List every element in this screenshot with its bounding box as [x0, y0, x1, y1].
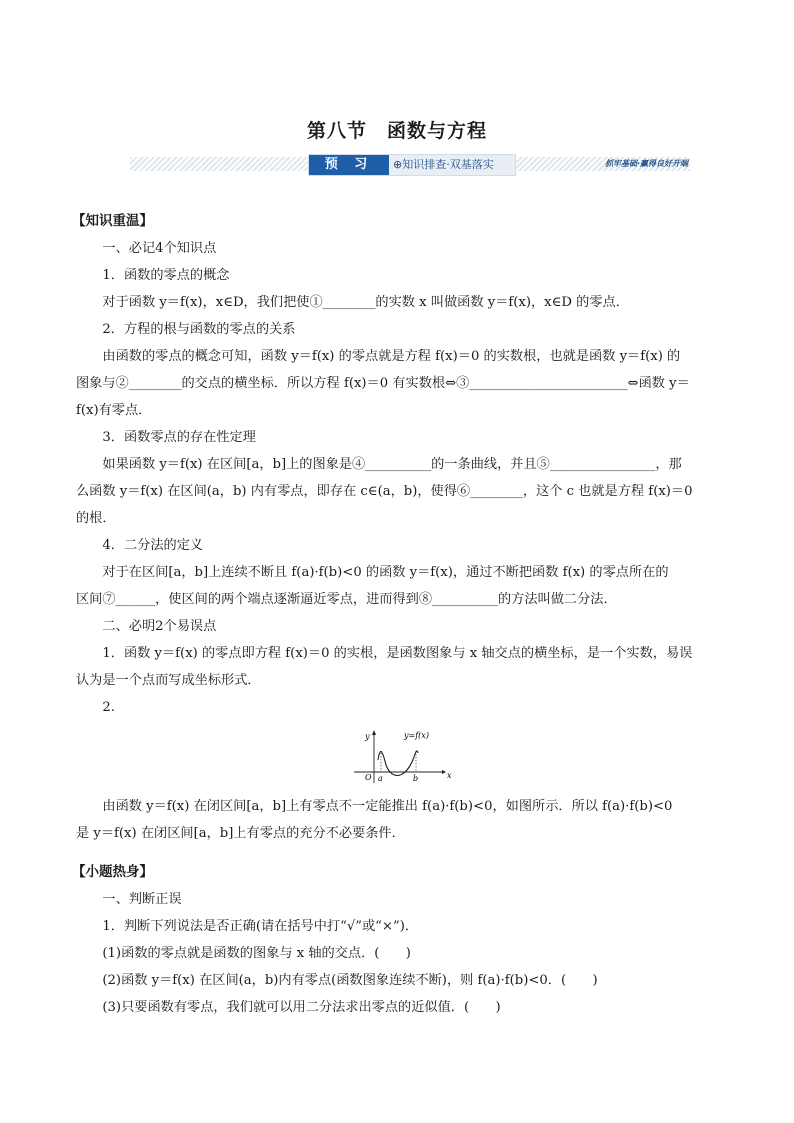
heading-knowledge-review: 【知识重温】 [72, 213, 153, 229]
question-line: 1．判断下列说法是否正确(请在括号中打“√”或“×”)． [102, 919, 419, 934]
a-label: a [378, 774, 383, 783]
zero-point-figure [76, 727, 718, 785]
x-label: x [447, 771, 452, 780]
banner-badge [308, 154, 516, 176]
question-item: (1)函数的零点就是函数的图象与 x 轴的交点．( ) [102, 946, 411, 961]
paragraph-line: 么函数 y＝f(x) 在区间(a，b) 内有零点，即存在 c∈(a，b)，使得⑥________，这个 c 也就是方程 f(x)＝0 [76, 484, 693, 499]
item-heading: 2．方程的根与函数的零点的关系 [102, 322, 296, 337]
origin-label: O [365, 773, 372, 782]
section-banner [130, 154, 690, 176]
curve-label: y=f(x) [404, 731, 429, 740]
paragraph-line: 是 y＝f(x) 在闭区间[a，b]上有零点的充分不必要条件． [76, 826, 405, 841]
banner-subtitle: ⊕知识排查·双基落实 [393, 158, 494, 171]
y-axis-arrow [372, 730, 376, 735]
paragraph-line: 对于函数 y＝f(x)，x∈D，我们把使①________的实数 x 叫做函数 y＝f(x)，x∈D 的零点． [102, 295, 629, 310]
paragraph-line: 由函数 y＝f(x) 在闭区间[a，b]上有零点不一定能推出 f(a)·f(b)<0，如图所示．所以 f(a)·f(b)<0 [102, 799, 673, 814]
paragraph-line: 如果函数 y＝f(x) 在区间[a，b]上的图象是④__________的一条曲线，并且⑤________________，那 [102, 457, 682, 472]
paragraph-line: f(x)有零点． [76, 403, 152, 418]
document-body [72, 208, 718, 1021]
item-heading: 1．函数的零点的概念 [102, 268, 230, 283]
x-axis-arrow [442, 770, 446, 774]
paragraph-line: 对于在区间[a，b]上连续不断且 f(a)·f(b)<0 的函数 y＝f(x)，通过不断把函数 f(x) 的零点所在的 [102, 565, 669, 580]
heading-warmup: 【小题热身】 [72, 864, 153, 880]
banner-badge-label: 预 习 [309, 155, 389, 175]
subheading-must-remember: 一、必记4个知识点 [102, 241, 217, 256]
function-graph [352, 727, 452, 785]
item-heading: 3．函数零点的存在性定理 [102, 430, 256, 445]
paragraph-line: 认为是一个点而写成坐标形式． [76, 673, 261, 688]
b-label: b [413, 774, 419, 783]
banner-slogan: 抓牢基础·赢得良好开端 [604, 159, 688, 168]
paragraph-line: 1．函数 y＝f(x) 的零点即方程 f(x)＝0 的实根，是函数图象与 x 轴交点的横坐标，是一个实数，易误 [102, 646, 693, 661]
item-heading: 2. [102, 700, 115, 715]
subheading-common-errors: 二、必明2个易误点 [102, 619, 217, 634]
subheading-true-false: 一、判断正误 [102, 892, 182, 907]
paragraph-line: 由函数的零点的概念可知，函数 y＝f(x) 的零点就是方程 f(x)＝0 的实数根，也就是函数 y＝f(x) 的 [102, 349, 681, 364]
question-item: (3)只要函数有零点，我们就可以用二分法求出零点的近似值．( ) [102, 1000, 501, 1015]
question-item: (2)函数 y＝f(x) 在区间(a，b)内有零点(函数图象连续不断)，则 f(a)·f(b)<0．( ) [102, 973, 598, 988]
paragraph-line: 的根． [76, 511, 116, 526]
y-label: y [365, 732, 370, 741]
paragraph-line: 图象与②________的交点的横坐标．所以方程 f(x)＝0 有实数根⇔③________________________⇔函数 y＝ [76, 376, 690, 391]
paragraph-line: 区间⑦______，使区间的两个端点逐渐逼近零点，进而得到⑧__________的方法叫做二分法． [76, 592, 617, 607]
item-heading: 4．二分法的定义 [102, 538, 204, 553]
page-title: 第八节 函数与方程 [306, 120, 487, 142]
